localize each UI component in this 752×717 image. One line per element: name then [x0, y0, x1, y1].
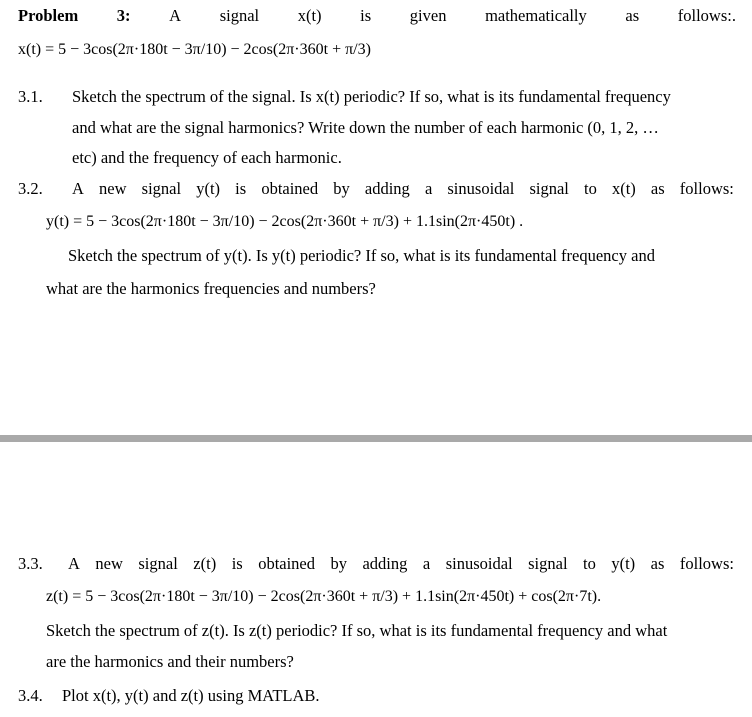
heading-word: is [360, 6, 372, 25]
q33-word: y(t) [611, 554, 636, 573]
q32-line-1 [72, 179, 734, 199]
q31-number: 3.1. [18, 87, 43, 106]
heading-word: follows:. [677, 6, 736, 25]
q32-word: to [583, 179, 597, 198]
q31-line-2: and what are the signal harmonics? Write down the number of each harmonic (0, 1, 2, … [72, 118, 659, 137]
q34-text: Plot x(t), y(t) and z(t) using MATLAB. [62, 686, 320, 705]
q31-line-1: Sketch the spectrum of the signal. Is x(t) periodic? If so, what is its fundamental frequency [72, 87, 671, 106]
q33-word: to [583, 554, 596, 573]
q33-word: adding [362, 554, 408, 573]
heading-word: signal [219, 6, 260, 25]
heading-word: x(t) [297, 6, 322, 25]
q32-number: 3.2. [18, 179, 43, 198]
q33-word: follows: [679, 554, 734, 573]
section-divider [0, 435, 752, 442]
q32-line-3: what are the harmonics frequencies and numbers? [46, 279, 376, 298]
q33-word: by [330, 554, 347, 573]
q33-line-1 [68, 554, 734, 574]
q33-word: obtained [258, 554, 316, 573]
q33-word: as [650, 554, 665, 573]
q33-word: A [68, 554, 80, 573]
problem-heading [18, 6, 736, 26]
q32-word: obtained [261, 179, 319, 198]
equation-z: z(t) = 5 − 3cos(2π·180t − 3π/10) − 2cos(2π·360t + π/3) + 1.1sin(2π·450t) + cos(2π·7t). [46, 588, 602, 605]
q32-word: signal [529, 179, 569, 198]
q33-word: a [422, 554, 431, 573]
q33-line-3: are the harmonics and their numbers? [46, 652, 294, 671]
problem-number: 3: [116, 6, 131, 25]
q32-word: follows: [679, 179, 734, 198]
q32-word: a [424, 179, 433, 198]
heading-word: as [625, 6, 640, 25]
q33-word: signal [528, 554, 568, 573]
q32-line-2: Sketch the spectrum of y(t). Is y(t) periodic? If so, what is its fundamental frequency and [68, 246, 655, 265]
q33-word: z(t) [193, 554, 217, 573]
q33-word: sinusoidal [445, 554, 513, 573]
problem-label: Problem [18, 6, 79, 25]
q34-number: 3.4. [18, 686, 43, 705]
q33-number: 3.3. [18, 554, 43, 573]
q32-word: adding [364, 179, 410, 198]
q32-word: signal [141, 179, 182, 198]
q32-word: new [99, 179, 127, 198]
q33-word: is [231, 554, 243, 573]
q31-line-3: etc) and the frequency of each harmonic. [72, 148, 342, 167]
q32-word: y(t) [196, 179, 221, 198]
heading-word: A [169, 6, 182, 25]
q32-word: by [333, 179, 350, 198]
q33-word: signal [138, 554, 178, 573]
q32-word: is [235, 179, 247, 198]
equation-x: x(t) = 5 − 3cos(2π·180t − 3π/10) − 2cos(2π·360t + π/3) [18, 41, 371, 58]
q33-word: new [95, 554, 123, 573]
q33-line-2: Sketch the spectrum of z(t). Is z(t) periodic? If so, what is its fundamental frequency and what [46, 621, 668, 640]
equation-y: y(t) = 5 − 3cos(2π·180t − 3π/10) − 2cos(2π·360t + π/3) + 1.1sin(2π·450t) . [46, 213, 524, 230]
q32-word: A [72, 179, 84, 198]
q32-word: as [650, 179, 665, 198]
heading-word: mathematically [485, 6, 587, 25]
heading-word: given [409, 6, 447, 25]
q32-word: sinusoidal [447, 179, 515, 198]
q32-word: x(t) [611, 179, 636, 198]
